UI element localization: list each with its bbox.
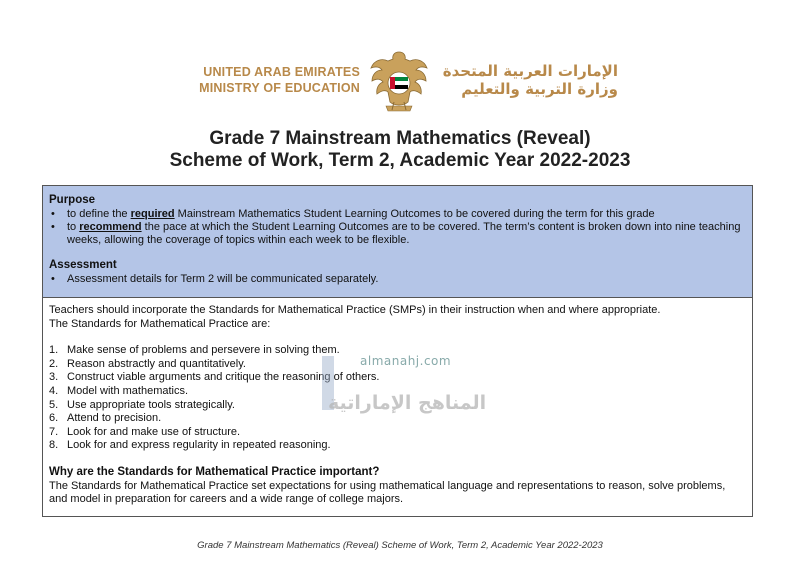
assessment-heading: Assessment [49, 259, 117, 271]
letterhead [0, 44, 800, 114]
watermark-arabic: المناهج الإماراتية [328, 392, 487, 414]
smp-number: 7. [49, 425, 59, 438]
smp-item [49, 412, 746, 426]
purpose-item-1 [49, 208, 746, 221]
smp-text: Look for and express regularity in repeated reasoning. [67, 439, 331, 452]
assessment-item: • Assessment details for Term 2 will be communicated separately. [49, 273, 746, 286]
purpose-section [43, 186, 752, 298]
smp-text: Model with mathematics. [67, 384, 189, 397]
smp-text: Reason abstractly and quantitatively. [67, 357, 246, 370]
smp-text: Look for and make use of structure. [67, 425, 241, 438]
smp-number: 3. [49, 371, 59, 384]
title-line-2: Scheme of Work, Term 2, Academic Year 2022-2023 [169, 150, 631, 171]
purpose-heading: Purpose [49, 194, 96, 206]
smp-item [49, 426, 746, 440]
smp-number: 6. [49, 412, 59, 425]
title-line-1: Grade 7 Mainstream Mathematics (Reveal) [209, 128, 591, 149]
smp-number: 8. [49, 439, 59, 452]
smp-item [49, 358, 746, 372]
smp-item [49, 399, 746, 413]
purpose-item-2-post: the pace at which the Student Learning Outcomes are to be covered. The term’s content is broken down into nine teaching weeks, allowing the coverage of topics within each week to be flexible. [67, 221, 741, 246]
smp-number: 1. [49, 344, 59, 357]
smp-number: 4. [49, 384, 59, 397]
purpose-item-1-pre: to define the [67, 208, 131, 220]
purpose-item-1-post: Mainstream Mathematics Student Learning Outcomes to be covered during the term for this grade [174, 208, 655, 220]
purpose-item-2 [49, 221, 746, 247]
ministry-ar-line-2: وزارة التربية والتعليم [461, 80, 618, 98]
smp-item [49, 371, 746, 385]
ministry-ar-line-1: الإمارات العربية المتحدة [442, 62, 618, 80]
purpose-item-2-emphasis: recommend [79, 221, 142, 233]
ministry-name-english [190, 64, 360, 96]
uae-falcon-emblem-icon [368, 48, 430, 114]
smp-item [49, 385, 746, 399]
why-heading: Why are the Standards for Mathematical Practice important? [49, 465, 380, 478]
watermark-site: almanahj.com [360, 354, 452, 368]
smp-text: Attend to precision. [67, 412, 162, 425]
smp-text: Use appropriate tools strategically. [67, 398, 235, 411]
practice-section [43, 298, 752, 507]
ministry-en-line-1: UNITED ARAB EMIRATES [203, 65, 360, 79]
purpose-item-2-pre: to [67, 221, 80, 233]
page-footer: Grade 7 Mainstream Mathematics (Reveal) Scheme of Work, Term 2, Academic Year 2022-2023 [197, 540, 603, 551]
document-title [0, 128, 800, 172]
why-text: The Standards for Mathematical Practice set expectations for using mathematical language and representations to reason, solve problems, and model in preparation for careers and a wide range of college majors. [49, 479, 726, 506]
smp-number: 5. [49, 398, 59, 411]
smp-item [49, 344, 746, 358]
content-table [42, 185, 753, 517]
smp-item [49, 439, 746, 453]
assessment-list [49, 273, 746, 286]
purpose-list [49, 208, 746, 247]
practice-intro-1: Teachers should incorporate the Standards for Mathematical Practice (SMPs) in their instruction when and where appropriate. [49, 304, 661, 316]
smp-text: Construct viable arguments and critique the reasoning of others. [67, 371, 380, 384]
practice-intro-2: The Standards for Mathematical Practice are: [49, 317, 271, 330]
smp-list [49, 344, 746, 453]
ministry-en-line-2: MINISTRY OF EDUCATION [199, 81, 360, 95]
smp-number: 2. [49, 357, 59, 370]
purpose-item-1-emphasis: required [130, 208, 175, 220]
ministry-name-arabic [438, 62, 618, 98]
smp-text: Make sense of problems and persevere in solving them. [67, 344, 340, 357]
